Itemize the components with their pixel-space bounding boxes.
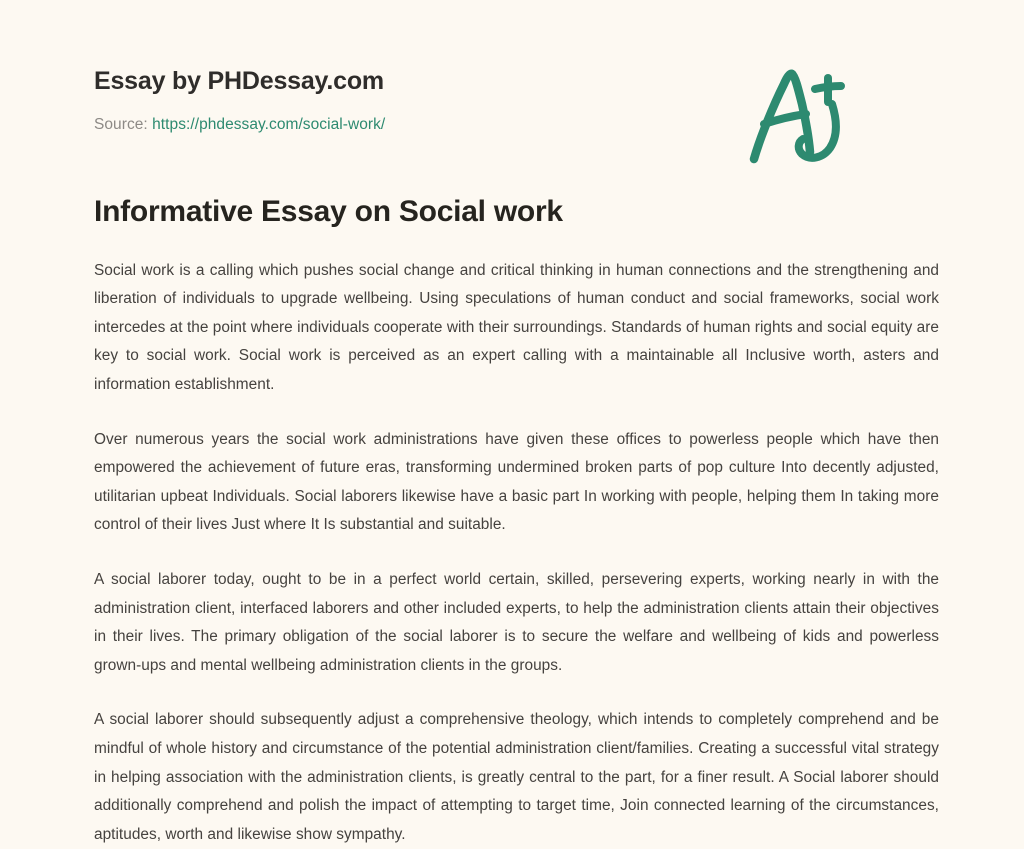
brand-title: Essay by PHDessay.com: [94, 67, 384, 95]
source-url-link[interactable]: https://phdessay.com/social-work/: [152, 116, 386, 133]
page-header: [94, 0, 930, 135]
essay-body: [94, 231, 939, 849]
body-paragraph: A social laborer today, ought to be in a perfect world certain, skilled, persevering experts, working nearly in with the administration client, interfaced laborers and other included experts, to help the administration clients attain their objectives in their lives. The primary obligation of the social laborer is to secure the welfare and wellbeing of kids and powerless grown-ups and mental wellbeing administration clients in the groups.: [94, 570, 939, 674]
page-title: Informative Essay on Social work: [94, 195, 563, 229]
body-paragraph: A social laborer should subsequently adjust a comprehensive theology, which intends to completely comprehend and be mindful of whole history and circumstance of the potential administration client/families. Creating a successful vital strategy in helping association with the administration clients, is greatly central to the part, for a finer result. A Social laborer should additionally comprehend and polish the impact of attempting to target time, Join connected learning of the circumstances, aptitudes, worth and likewise show sympathy.: [94, 711, 939, 843]
body-paragraph: Over numerous years the social work administrations have given these offices to powerless people which have then empowered the achievement of future eras, transforming undermined broken parts of pop culture Into decently adjusted, utilitarian upbeat Individuals. Social laborers likewise have a basic part In working with people, helping them In taking more control of their lives Just where It Is substantial and suitable.: [94, 430, 939, 534]
source-label: Source:: [94, 116, 148, 133]
aplus-logo-icon: [740, 62, 852, 166]
body-paragraph: Social work is a calling which pushes social change and critical thinking in human connections and the strengthening and liberation of individuals to upgrade wellbeing. Using speculations of human conduct and social frameworks, social work intercedes at the point where individuals cooperate with their surroundings. Standards of human rights and social equity are key to social work. Social work is perceived as an expert calling with a maintainable all Inclusive worth, asters and information establishment.: [94, 261, 939, 394]
